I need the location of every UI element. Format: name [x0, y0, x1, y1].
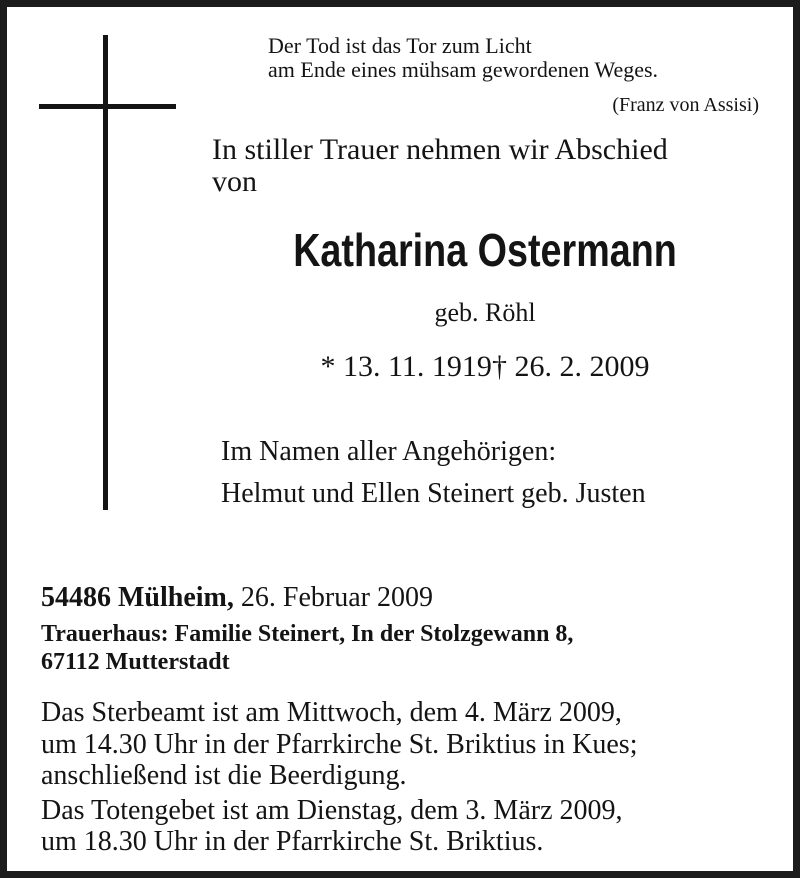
mourners-line-1: Im Namen aller Angehörigen: [221, 436, 557, 467]
sterbeamt-line-1: Das Sterbeamt ist am Mittwoch, dem 4. März 2009, [41, 697, 622, 728]
intro-line-2: von [212, 165, 257, 198]
totengebet-line-2: um 18.30 Uhr in der Pfarrkirche St. Briktius. [41, 826, 544, 857]
birth-date: * 13. 11. 1919 [320, 350, 492, 383]
quote-line-2: am Ende eines mühsam gewordenen Weges. [268, 57, 659, 82]
sterbeamt-line-2: um 14.30 Uhr in der Pfarrkirche St. Briktius in Kues; [41, 729, 638, 760]
deceased-name: Katharina Ostermann [293, 224, 677, 276]
quote-line-1: Der Tod ist das Tor zum Licht [268, 33, 532, 58]
totengebet-line-1: Das Totengebet ist am Dienstag, dem 3. März 2009, [41, 795, 623, 826]
mourners-line-2: Helmut und Ellen Steinert geb. Justen [221, 478, 646, 509]
intro-line-1: In stiller Trauer nehmen wir Abschied [212, 133, 668, 166]
quote-author: (Franz von Assisi) [612, 94, 759, 116]
cross-horizontal-bar [39, 104, 176, 109]
trauerhaus-line-2: 67112 Mutterstadt [41, 649, 230, 675]
date: 26. Februar 2009 [233, 582, 433, 613]
life-dates [212, 350, 758, 384]
place: 54486 Mülheim, [41, 582, 234, 613]
death-date: † 26. 2. 2009 [491, 350, 650, 383]
place-date-line [41, 582, 433, 614]
trauerhaus-line-1: Trauerhaus: Familie Steinert, In der Stolzgewann 8, [41, 621, 574, 647]
sterbeamt-line-3: anschließend ist die Beerdigung. [41, 760, 407, 791]
birth-name: geb. Röhl [434, 298, 536, 327]
